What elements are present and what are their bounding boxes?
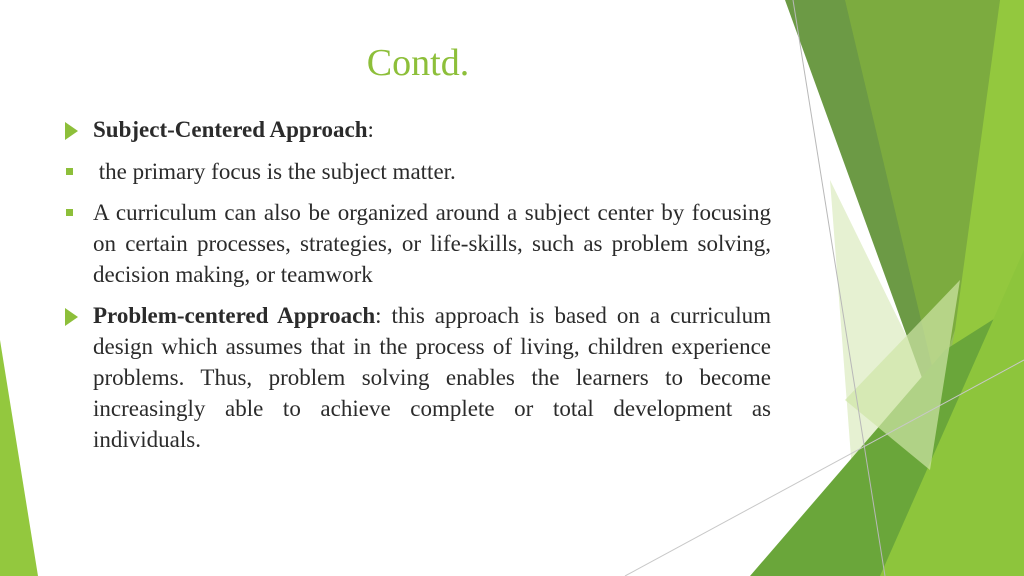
triangle-bullet-icon xyxy=(65,308,78,326)
slide-title: Contd. xyxy=(366,42,470,84)
sub-bullet-primary-focus: the primary focus is the subject matter. xyxy=(93,159,456,184)
bullet-heading: Problem-centered Approach xyxy=(93,303,376,328)
bullet-subject-centered xyxy=(93,114,771,145)
bullet-text: : xyxy=(367,117,374,142)
bullet-heading: Subject-Centered Approach xyxy=(93,117,368,142)
square-bullet-icon xyxy=(66,209,73,216)
sub-bullet-organized-around: A curriculum can also be organized around a subject center by focusing on certain processes, strategies, or life-skills, such as problem solving, decision making, or teamwork xyxy=(93,200,771,287)
square-bullet-icon xyxy=(66,168,73,175)
triangle-bullet-icon xyxy=(65,122,78,140)
bullet-problem-centered xyxy=(93,300,771,455)
left-edge-shape xyxy=(0,340,38,576)
bullet-text: : this approach is based on a curriculum design which assumes that in the process of living, children experience problems. Thus, problem solving enables the learners to become increasingly able to achieve complete or total development as individuals. xyxy=(93,303,771,452)
